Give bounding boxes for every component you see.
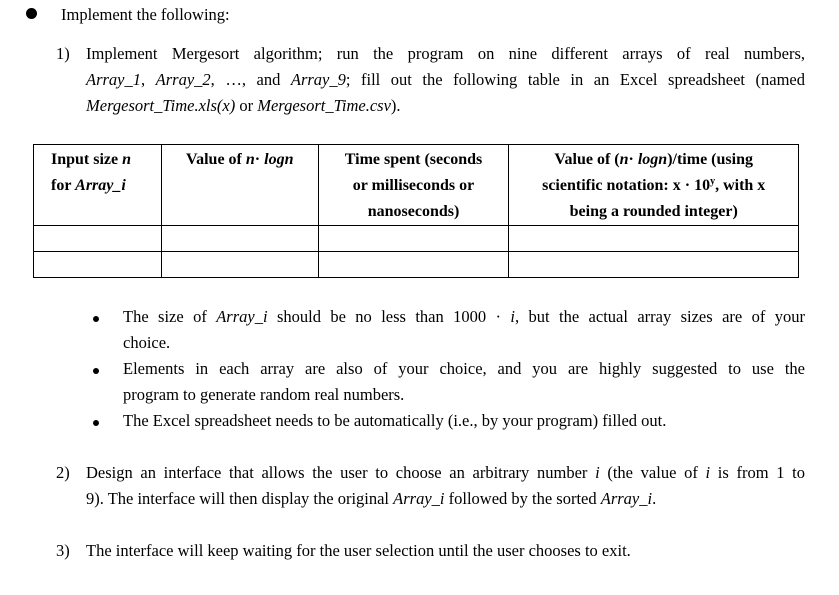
results-table — [33, 144, 799, 278]
header-input-size-line-1: Input size n — [51, 151, 132, 168]
table-cell — [509, 252, 799, 278]
table-cell — [161, 226, 318, 252]
bullet-2-line-2: program to generate random real numbers. — [123, 385, 405, 404]
bullet-1-text — [123, 304, 805, 356]
heading: Implement the following: — [61, 5, 230, 24]
table-cell — [34, 252, 162, 278]
header-time — [318, 145, 509, 226]
item-3-text — [86, 538, 805, 564]
table-cell — [161, 252, 318, 278]
bullet-1-line-2: choice. — [123, 333, 171, 352]
item-1-line-3: Mergesort_Time.xls(x) or Mergesort_Time.csv). — [86, 96, 401, 115]
bullet-dot — [93, 368, 99, 374]
bullet-1-line-1: The size of Array_i should be no less than 1000 · i, but the actual array sizes are of your — [123, 307, 805, 326]
table-cell — [34, 226, 162, 252]
bullet-dot — [93, 316, 99, 322]
header-ratio — [509, 145, 799, 226]
item-3-line-1: The interface will keep waiting for the user selection until the user chooses to exit. — [86, 541, 631, 560]
table-cell — [318, 226, 509, 252]
table-row — [34, 252, 799, 278]
table-cell — [509, 226, 799, 252]
item-1-text — [86, 41, 805, 119]
bullet-3-line-1: The Excel spreadsheet needs to be automatically (i.e., by your program) filled out. — [123, 411, 667, 430]
item-1-number: 1) — [56, 44, 70, 63]
bullet-3-text — [123, 408, 805, 434]
item-2-text — [86, 460, 805, 512]
table-cell — [318, 252, 509, 278]
header-ratio-line-3: being a rounded integer) — [569, 203, 738, 220]
table-header-row — [34, 145, 799, 226]
table-row — [34, 226, 799, 252]
header-input-size-line-2: for Array_i — [51, 177, 126, 194]
item-1-line-2: Array_1, Array_2, …, and Array_9; fill out the following table in an Excel spreadsheet (named — [86, 70, 805, 89]
item-2-line-1: Design an interface that allows the user to choose an arbitrary number i (the value of i is from 1 to — [86, 463, 805, 482]
header-nlogn-line-1: Value of n· logn — [186, 151, 294, 168]
bullet-2-line-1: Elements in each array are also of your choice, and you are highly suggested to use the — [123, 359, 805, 378]
bullet-2-text — [123, 356, 805, 408]
header-time-line-1: Time spent (seconds — [344, 151, 483, 168]
header-time-line-3: nanoseconds) — [367, 203, 460, 220]
item-2-number: 2) — [56, 463, 70, 482]
item-2-line-2: 9). The interface will then display the original Array_i followed by the sorted Array_i. — [86, 489, 657, 508]
item-1-line-1: Implement Mergesort algorithm; run the program on nine different arrays of real numbers, — [86, 44, 805, 63]
header-time-line-2: or milliseconds or — [352, 177, 475, 194]
bullet-dot — [26, 8, 37, 19]
header-nlogn — [161, 145, 318, 226]
item-3-number: 3) — [56, 541, 70, 560]
bullet-dot — [93, 420, 99, 426]
header-ratio-line-2: scientific notation: $x \cdot 10^y$, with x — [542, 176, 766, 194]
header-ratio-line-1: Value of (n· logn)/time (using — [554, 151, 753, 168]
header-input-size — [34, 145, 162, 226]
